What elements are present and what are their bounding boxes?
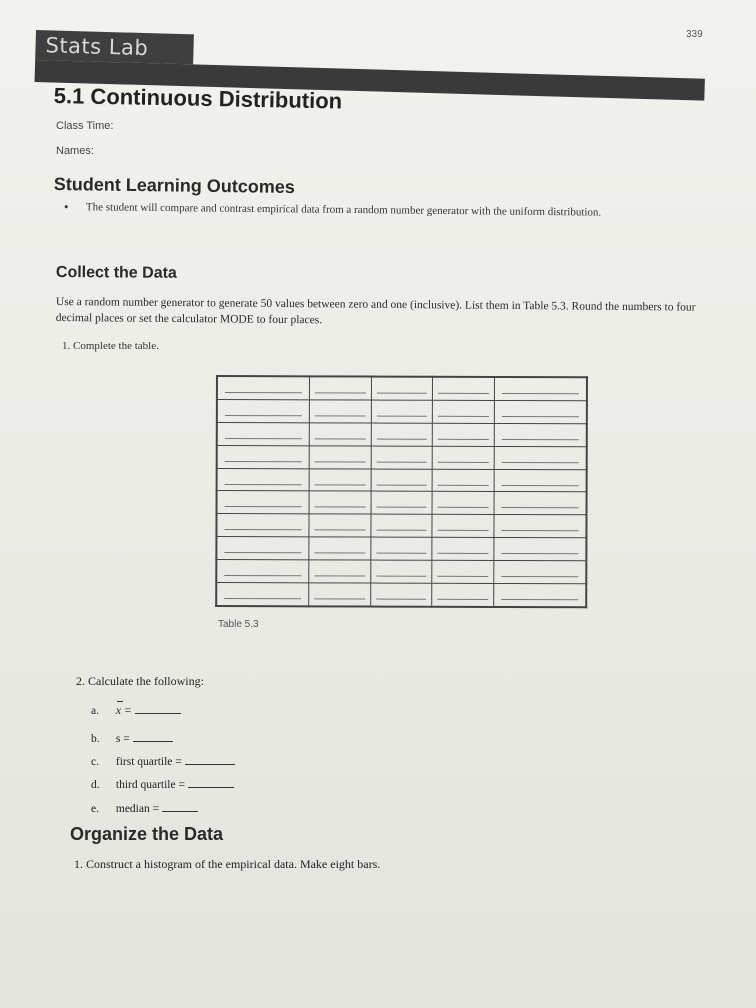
cell-line	[376, 384, 427, 394]
calc-item-label: e.	[91, 803, 99, 815]
cell-line	[502, 430, 578, 440]
table-cell[interactable]	[371, 514, 433, 537]
cell-line	[376, 498, 427, 508]
cell-line	[438, 498, 489, 508]
cell-line	[502, 384, 578, 394]
table-cell[interactable]	[432, 537, 494, 560]
table-row	[217, 468, 587, 492]
calc-item-std	[91, 733, 173, 745]
calc-item-label: b.	[91, 733, 100, 745]
table-cell[interactable]	[494, 537, 587, 560]
table-cell[interactable]	[494, 446, 587, 469]
answer-blank[interactable]	[133, 741, 173, 742]
cell-line	[438, 475, 489, 485]
table-cell[interactable]	[432, 469, 494, 492]
table-cell[interactable]	[433, 423, 495, 446]
cell-line	[315, 452, 366, 462]
table-caption: Table 5.3	[218, 619, 259, 630]
table-cell[interactable]	[371, 469, 433, 492]
cell-line	[376, 407, 427, 417]
table-cell[interactable]	[217, 376, 310, 400]
table-row	[217, 445, 587, 469]
calc-item-text: x =	[115, 705, 132, 717]
table-cell[interactable]	[371, 446, 433, 469]
table-cell[interactable]	[216, 514, 309, 537]
page-title: 5.1 Continuous Distribution	[53, 83, 343, 114]
cell-line	[225, 566, 301, 576]
cell-line	[502, 407, 578, 417]
outcome-text: The student will compare and contrast empirical data from a random number generator with the uniform distribution.	[85, 201, 602, 219]
cell-line	[225, 475, 301, 485]
cell-line	[376, 452, 427, 462]
table-cell[interactable]	[309, 514, 371, 537]
cell-line	[438, 407, 489, 417]
table-cell[interactable]	[309, 376, 371, 400]
cell-line	[502, 521, 578, 531]
table-cell[interactable]	[309, 537, 371, 560]
table-row	[217, 376, 587, 401]
cell-line	[315, 407, 366, 417]
cell-line	[315, 384, 366, 394]
cell-line	[314, 543, 365, 553]
stats-lab-label: Stats Lab	[35, 30, 194, 64]
table-cell[interactable]	[371, 400, 433, 423]
table-cell[interactable]	[309, 468, 371, 491]
bullet-icon: •	[63, 198, 69, 215]
calc-item-median	[91, 803, 198, 815]
cell-line	[376, 521, 427, 531]
calc-item-q1	[91, 756, 235, 768]
table-cell[interactable]	[216, 582, 309, 606]
cell-line	[315, 429, 366, 439]
cell-line	[225, 589, 301, 599]
outcome-bullet	[63, 198, 706, 221]
cell-line	[376, 430, 427, 440]
collect-heading: Collect the Data	[55, 264, 177, 282]
table-cell[interactable]	[309, 560, 371, 583]
table-cell[interactable]	[370, 560, 432, 583]
cell-line	[438, 430, 489, 440]
table-row	[217, 423, 587, 447]
table-cell[interactable]	[217, 468, 310, 491]
cell-line	[502, 453, 578, 463]
page-number: 339	[686, 29, 703, 40]
cell-line	[225, 429, 301, 439]
calc-item-q3	[91, 779, 234, 791]
calc-item-label: d.	[91, 779, 100, 791]
table-cell[interactable]	[494, 515, 587, 538]
answer-blank[interactable]	[135, 713, 181, 714]
collect-instructions: Use a random number generator to generate 50 values between zero and one (inclusive). List them in Table 5.3. Round the numbers to four decimal places or set the calculator MODE to four places.	[55, 295, 696, 327]
answer-blank[interactable]	[162, 811, 198, 812]
table-cell[interactable]	[309, 446, 371, 469]
calc-item-mean	[91, 705, 181, 717]
names-field: Names:	[56, 145, 94, 157]
cell-line	[502, 567, 578, 577]
table-cell[interactable]	[494, 469, 587, 492]
cell-line	[438, 384, 489, 394]
cell-line	[225, 520, 301, 530]
table-cell[interactable]	[433, 401, 495, 424]
calc-item-text: first quartile =	[115, 756, 182, 768]
table-cell[interactable]	[433, 377, 495, 401]
cell-line	[314, 589, 365, 599]
calc-item-text: median =	[115, 803, 160, 815]
cell-line	[314, 566, 365, 576]
data-table	[215, 375, 588, 608]
cell-line	[376, 475, 427, 485]
cell-line	[225, 452, 301, 462]
cell-line	[314, 475, 365, 485]
table-cell[interactable]	[494, 424, 587, 447]
cell-line	[376, 543, 427, 553]
table-cell[interactable]	[216, 559, 309, 582]
table-cell[interactable]	[494, 560, 587, 583]
calc-item-label: a.	[91, 705, 99, 717]
cell-line	[501, 590, 577, 600]
cell-line	[438, 453, 489, 463]
cell-line	[225, 497, 301, 507]
calc-item-text: third quartile =	[115, 779, 185, 791]
calc-item-text: s =	[115, 733, 130, 745]
answer-blank[interactable]	[188, 787, 234, 788]
cell-line	[437, 590, 488, 600]
organize-heading: Organize the Data	[70, 824, 224, 844]
table-row	[216, 514, 586, 538]
table-cell[interactable]	[494, 492, 587, 515]
table-cell[interactable]	[217, 423, 310, 446]
table-cell[interactable]	[432, 446, 494, 469]
table-cell[interactable]	[494, 401, 587, 424]
table-cell[interactable]	[217, 445, 310, 468]
histogram-step: 1. Construct a histogram of the empirical data. Make eight bars.	[74, 857, 381, 871]
table-row	[217, 400, 587, 424]
table-cell[interactable]	[371, 423, 433, 446]
calculate-heading: 2. Calculate the following:	[76, 674, 204, 688]
table-cell[interactable]	[309, 423, 371, 446]
table-row	[216, 537, 586, 561]
table-cell[interactable]	[371, 491, 433, 514]
cell-line	[225, 406, 301, 416]
cell-line	[225, 543, 301, 553]
table-cell[interactable]	[432, 492, 494, 515]
table-cell[interactable]	[309, 400, 371, 423]
cell-line	[314, 520, 365, 530]
cell-line	[438, 544, 489, 554]
table-cell[interactable]	[309, 491, 371, 514]
table-cell[interactable]	[494, 377, 587, 401]
cell-line	[502, 498, 578, 508]
cell-line	[502, 476, 578, 486]
table-cell[interactable]	[494, 583, 587, 607]
answer-blank[interactable]	[185, 764, 235, 765]
table-row	[216, 559, 586, 583]
cell-line	[376, 566, 427, 576]
cell-line	[502, 544, 578, 554]
cell-line	[437, 566, 488, 576]
table-cell[interactable]	[432, 514, 494, 537]
cell-line	[314, 498, 365, 508]
complete-table-step: 1. Complete the table.	[62, 340, 159, 352]
table-cell[interactable]	[432, 583, 494, 607]
outcomes-heading: Student Learning Outcomes	[53, 174, 296, 197]
calc-item-label: c.	[91, 756, 99, 768]
table-row	[217, 491, 587, 515]
cell-line	[438, 521, 489, 531]
table-cell[interactable]	[432, 560, 494, 583]
table-row	[216, 582, 586, 607]
table-cell[interactable]	[217, 491, 310, 514]
table-cell[interactable]	[371, 537, 433, 560]
table-cell[interactable]	[217, 400, 310, 423]
table-cell[interactable]	[370, 583, 432, 607]
class-time-field: Class Time:	[56, 120, 114, 132]
cell-line	[376, 589, 427, 599]
cell-line	[225, 383, 301, 393]
table-cell[interactable]	[309, 582, 371, 606]
table-cell[interactable]	[216, 537, 309, 560]
table-cell[interactable]	[371, 377, 433, 401]
